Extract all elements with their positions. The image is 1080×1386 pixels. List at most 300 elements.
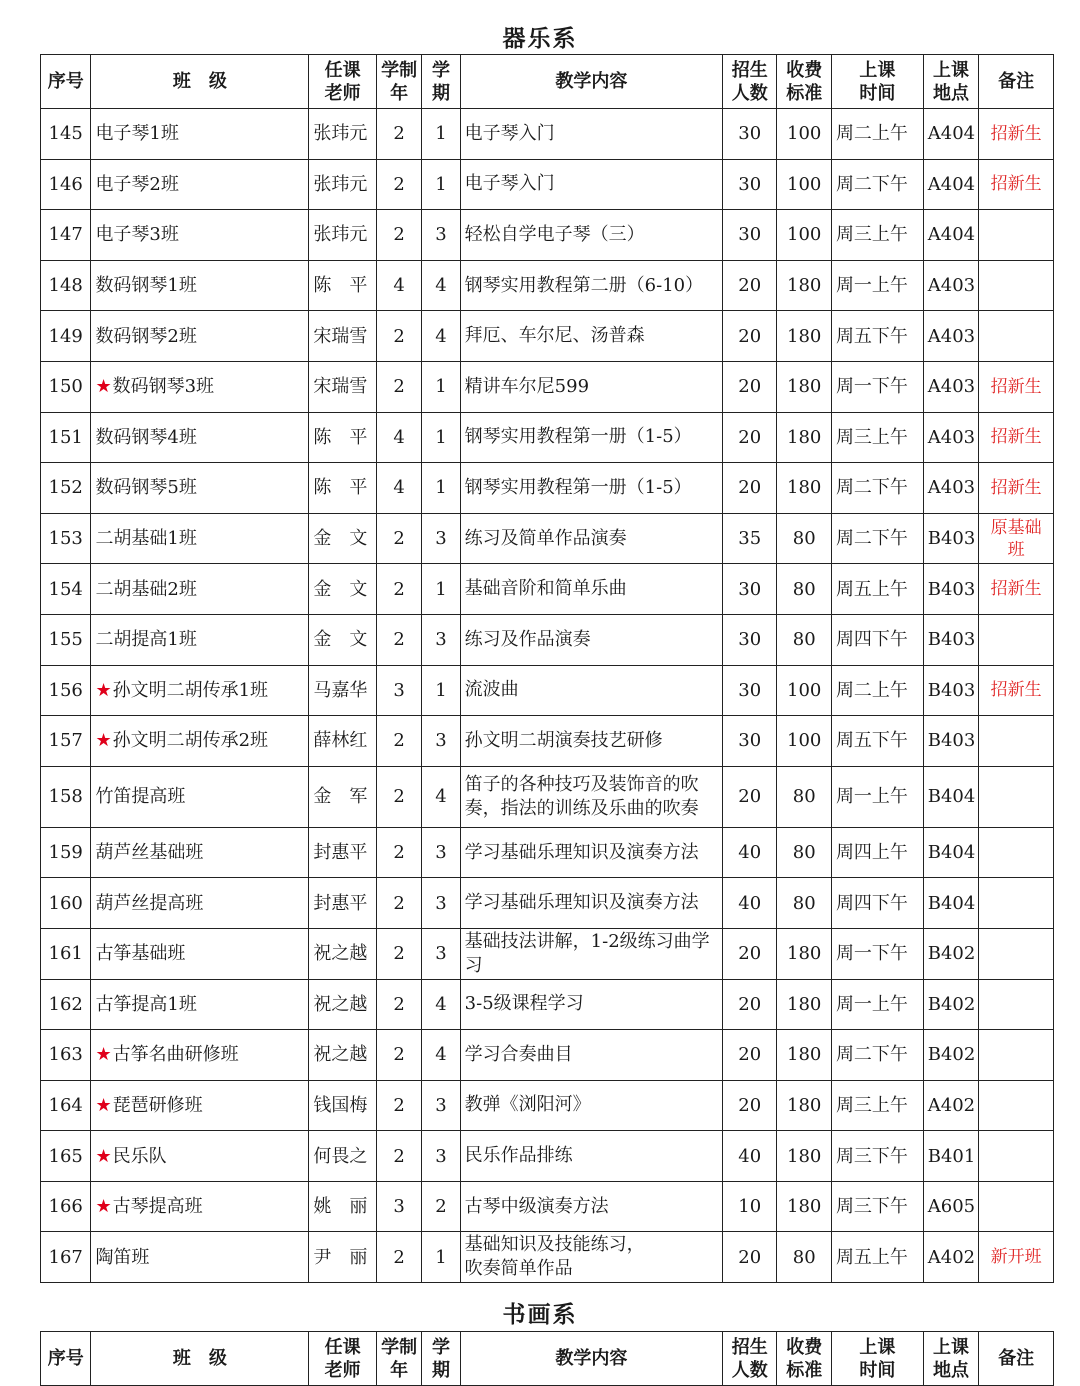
classroom: A403 xyxy=(923,463,978,514)
remark xyxy=(979,1080,1054,1131)
table-row xyxy=(41,1131,1054,1182)
class-name: 古筝基础班 xyxy=(95,943,186,965)
teaching-content-text: 练习及简单作品演奏 xyxy=(464,527,627,549)
class-name: 电子琴2班 xyxy=(95,173,179,195)
fee: 80 xyxy=(777,513,831,564)
section-title-instrumental: 器乐系 xyxy=(502,26,578,52)
class-time: 周三上午 xyxy=(831,412,923,463)
class-time: 周五上午 xyxy=(831,1232,923,1283)
class-time: 周二上午 xyxy=(831,665,923,716)
table-row xyxy=(41,827,1054,878)
enrollment: 20 xyxy=(723,463,777,514)
table-row xyxy=(41,928,1054,979)
study-years: 2 xyxy=(376,1131,421,1182)
term: 1 xyxy=(422,109,460,160)
header-years: 学制 年 xyxy=(376,1332,421,1386)
teacher: 张玮元 xyxy=(309,109,377,160)
fee: 180 xyxy=(777,1030,831,1081)
header-fee: 收费 标准 xyxy=(777,55,831,109)
teacher: 金 军 xyxy=(309,766,377,827)
table-row xyxy=(41,1030,1054,1081)
enrollment: 40 xyxy=(723,878,777,929)
teaching-content xyxy=(460,878,722,929)
teacher: 姚 丽 xyxy=(309,1181,377,1232)
enrollment: 20 xyxy=(723,928,777,979)
row-number: 160 xyxy=(41,878,91,929)
star-icon: ★ xyxy=(95,376,112,398)
star-icon: ★ xyxy=(95,1145,112,1167)
teaching-content-text: 笛子的各种技巧及装饰音的吹奏，指法的训练及乐曲的吹奏 xyxy=(464,773,699,819)
remark: 原基础班 xyxy=(979,513,1054,564)
class-name-cell xyxy=(91,311,309,362)
table-header-row xyxy=(41,55,1054,109)
table-row xyxy=(41,311,1054,362)
row-number: 147 xyxy=(41,210,91,261)
class-name: 二胡提高1班 xyxy=(95,629,197,651)
table-row xyxy=(41,210,1054,261)
row-number: 162 xyxy=(41,979,91,1030)
table-row xyxy=(41,361,1054,412)
teacher: 张玮元 xyxy=(309,159,377,210)
class-name: 竹笛提高班 xyxy=(95,786,186,808)
term: 1 xyxy=(422,412,460,463)
class-time: 周四下午 xyxy=(831,614,923,665)
class-name: 民乐队 xyxy=(112,1145,167,1167)
teacher: 尹 丽 xyxy=(309,1232,377,1283)
remark xyxy=(979,878,1054,929)
study-years: 2 xyxy=(376,311,421,362)
classroom: A404 xyxy=(923,210,978,261)
classroom: A605 xyxy=(923,1181,978,1232)
term: 3 xyxy=(422,614,460,665)
header-term: 学 期 xyxy=(422,1332,460,1386)
fee: 100 xyxy=(777,716,831,767)
class-time: 周二下午 xyxy=(831,463,923,514)
classroom: A402 xyxy=(923,1232,978,1283)
teacher: 祝之越 xyxy=(309,979,377,1030)
star-icon: ★ xyxy=(95,1044,112,1066)
teaching-content-text: 学习基础乐理知识及演奏方法 xyxy=(464,841,699,863)
class-name: 陶笛班 xyxy=(95,1246,150,1268)
teaching-content xyxy=(460,210,722,261)
classroom: B404 xyxy=(923,766,978,827)
enrollment: 30 xyxy=(723,564,777,615)
teacher: 何畏之 xyxy=(309,1131,377,1182)
row-number: 166 xyxy=(41,1181,91,1232)
study-years: 2 xyxy=(376,159,421,210)
enrollment: 20 xyxy=(723,1030,777,1081)
table-header-row xyxy=(41,1332,1054,1386)
term: 3 xyxy=(422,210,460,261)
term: 1 xyxy=(422,463,460,514)
teacher: 张玮元 xyxy=(309,210,377,261)
study-years: 3 xyxy=(376,665,421,716)
table-row xyxy=(41,260,1054,311)
row-number: 154 xyxy=(41,564,91,615)
header-room: 上课 地点 xyxy=(923,1332,978,1386)
header-class: 班 级 xyxy=(91,55,309,109)
term: 1 xyxy=(422,665,460,716)
remark: 招新生 xyxy=(979,412,1054,463)
fee: 180 xyxy=(777,928,831,979)
teaching-content-text: 教弹《浏阳河》 xyxy=(464,1094,591,1116)
class-name: 二胡基础1班 xyxy=(95,528,197,550)
header-teacher: 任课 老师 xyxy=(309,55,377,109)
enrollment: 20 xyxy=(723,766,777,827)
class-name-cell xyxy=(91,361,309,412)
teaching-content xyxy=(460,928,722,979)
remark xyxy=(979,311,1054,362)
teaching-content xyxy=(460,109,722,160)
row-number: 155 xyxy=(41,614,91,665)
star-icon: ★ xyxy=(95,730,112,752)
teaching-content-text: 精讲车尔尼599 xyxy=(464,375,590,397)
term: 2 xyxy=(422,1181,460,1232)
fee: 80 xyxy=(777,1232,831,1283)
row-number: 167 xyxy=(41,1232,91,1283)
header-time: 上课 时间 xyxy=(831,1332,923,1386)
class-name: 孙文明二胡传承1班 xyxy=(112,679,269,701)
class-time: 周一上午 xyxy=(831,979,923,1030)
teacher: 薛林红 xyxy=(309,716,377,767)
remark xyxy=(979,1030,1054,1081)
remark xyxy=(979,716,1054,767)
class-name-cell xyxy=(91,210,309,261)
classroom: B403 xyxy=(923,716,978,767)
remark xyxy=(979,979,1054,1030)
fee: 80 xyxy=(777,614,831,665)
enrollment: 30 xyxy=(723,665,777,716)
class-name: 数码钢琴3班 xyxy=(112,376,215,398)
table-row xyxy=(41,878,1054,929)
class-name: 葫芦丝基础班 xyxy=(95,842,204,864)
enrollment: 30 xyxy=(723,614,777,665)
classroom: B404 xyxy=(923,878,978,929)
row-number: 156 xyxy=(41,665,91,716)
class-name: 数码钢琴1班 xyxy=(95,275,197,297)
header-no: 序号 xyxy=(41,55,91,109)
remark xyxy=(979,210,1054,261)
fee: 180 xyxy=(777,260,831,311)
class-name-cell xyxy=(91,1080,309,1131)
teaching-content xyxy=(460,1030,722,1081)
star-icon: ★ xyxy=(95,1196,112,1218)
fee: 180 xyxy=(777,979,831,1030)
teaching-content xyxy=(460,979,722,1030)
class-time: 周二下午 xyxy=(831,1030,923,1081)
teaching-content-text: 孙文明二胡演奏技艺研修 xyxy=(464,729,663,751)
class-time: 周一上午 xyxy=(831,260,923,311)
class-name-cell xyxy=(91,260,309,311)
classroom: A404 xyxy=(923,159,978,210)
row-number: 153 xyxy=(41,513,91,564)
class-name: 葫芦丝提高班 xyxy=(95,892,204,914)
table-row xyxy=(41,109,1054,160)
enrollment: 30 xyxy=(723,716,777,767)
study-years: 4 xyxy=(376,412,421,463)
teaching-content-text: 电子琴入门 xyxy=(464,173,555,195)
row-number: 149 xyxy=(41,311,91,362)
class-time: 周五下午 xyxy=(831,311,923,362)
class-name-cell xyxy=(91,1232,309,1283)
study-years: 2 xyxy=(376,361,421,412)
teaching-content xyxy=(460,614,722,665)
teaching-content xyxy=(460,665,722,716)
fee: 80 xyxy=(777,564,831,615)
enrollment: 10 xyxy=(723,1181,777,1232)
enrollment: 30 xyxy=(723,210,777,261)
star-icon: ★ xyxy=(95,679,112,701)
class-time: 周三下午 xyxy=(831,1181,923,1232)
class-name: 二胡基础2班 xyxy=(95,578,197,600)
class-time: 周四下午 xyxy=(831,878,923,929)
class-time: 周一上午 xyxy=(831,766,923,827)
enrollment: 20 xyxy=(723,979,777,1030)
class-name-cell xyxy=(91,766,309,827)
teaching-content-text: 流波曲 xyxy=(464,679,519,701)
row-number: 158 xyxy=(41,766,91,827)
study-years: 2 xyxy=(376,878,421,929)
enrollment: 20 xyxy=(723,361,777,412)
term: 3 xyxy=(422,928,460,979)
study-years: 2 xyxy=(376,1232,421,1283)
teacher: 祝之越 xyxy=(309,928,377,979)
remark: 招新生 xyxy=(979,564,1054,615)
class-time: 周四上午 xyxy=(831,827,923,878)
table-row xyxy=(41,463,1054,514)
fee: 180 xyxy=(777,463,831,514)
remark: 招新生 xyxy=(979,109,1054,160)
class-time: 周二下午 xyxy=(831,513,923,564)
teacher: 钱国梅 xyxy=(309,1080,377,1131)
fee: 180 xyxy=(777,1131,831,1182)
term: 3 xyxy=(422,827,460,878)
row-number: 164 xyxy=(41,1080,91,1131)
enrollment: 30 xyxy=(723,109,777,160)
row-number: 163 xyxy=(41,1030,91,1081)
remark: 新开班 xyxy=(979,1232,1054,1283)
class-name-cell xyxy=(91,159,309,210)
study-years: 2 xyxy=(376,716,421,767)
fee: 100 xyxy=(777,109,831,160)
table-row xyxy=(41,979,1054,1030)
class-time: 周二上午 xyxy=(831,109,923,160)
header-remark: 备注 xyxy=(979,1332,1054,1386)
class-name: 琵琶研修班 xyxy=(112,1094,203,1116)
enrollment: 20 xyxy=(723,311,777,362)
header-content: 教学内容 xyxy=(460,1332,722,1386)
study-years: 2 xyxy=(376,979,421,1030)
teacher: 陈 平 xyxy=(309,463,377,514)
term: 1 xyxy=(422,361,460,412)
header-no: 序号 xyxy=(41,1332,91,1386)
table-row xyxy=(41,1232,1054,1283)
class-name-cell xyxy=(91,614,309,665)
enrollment: 35 xyxy=(723,513,777,564)
teaching-content xyxy=(460,361,722,412)
class-name-cell xyxy=(91,665,309,716)
teacher: 宋瑞雪 xyxy=(309,361,377,412)
teaching-content-text: 学习基础乐理知识及演奏方法 xyxy=(464,892,699,914)
teaching-content xyxy=(460,564,722,615)
row-number: 161 xyxy=(41,928,91,979)
teaching-content-text: 钢琴实用教程第二册（6-10） xyxy=(464,274,704,296)
class-name-cell xyxy=(91,1181,309,1232)
teacher: 宋瑞雪 xyxy=(309,311,377,362)
classroom: A403 xyxy=(923,311,978,362)
classroom: B403 xyxy=(923,665,978,716)
header-fee: 收费 标准 xyxy=(777,1332,831,1386)
class-name: 数码钢琴5班 xyxy=(95,477,197,499)
classroom: B403 xyxy=(923,513,978,564)
row-number: 151 xyxy=(41,412,91,463)
teaching-content-text: 基础音阶和简单乐曲 xyxy=(464,578,627,600)
table-row xyxy=(41,766,1054,827)
classroom: A402 xyxy=(923,1080,978,1131)
remark xyxy=(979,928,1054,979)
teacher: 陈 平 xyxy=(309,412,377,463)
table-row xyxy=(41,1080,1054,1131)
term: 1 xyxy=(422,564,460,615)
header-remark: 备注 xyxy=(979,55,1054,109)
class-name-cell xyxy=(91,827,309,878)
teaching-content-text: 钢琴实用教程第一册（1-5） xyxy=(464,476,692,498)
fee: 100 xyxy=(777,159,831,210)
teaching-content-text: 练习及作品演奏 xyxy=(464,628,591,650)
class-name: 电子琴3班 xyxy=(95,224,179,246)
enrollment: 20 xyxy=(723,412,777,463)
class-time: 周二下午 xyxy=(831,159,923,210)
fee: 180 xyxy=(777,1080,831,1131)
class-name: 古筝名曲研修班 xyxy=(112,1044,239,1066)
enrollment: 20 xyxy=(723,260,777,311)
study-years: 2 xyxy=(376,1080,421,1131)
study-years: 2 xyxy=(376,564,421,615)
header-time: 上课 时间 xyxy=(831,55,923,109)
class-name-cell xyxy=(91,109,309,160)
row-number: 165 xyxy=(41,1131,91,1182)
class-name-cell xyxy=(91,463,309,514)
enrollment: 40 xyxy=(723,827,777,878)
study-years: 2 xyxy=(376,614,421,665)
classroom: A404 xyxy=(923,109,978,160)
teaching-content xyxy=(460,1080,722,1131)
teaching-content-text: 民乐作品排练 xyxy=(464,1145,573,1167)
term: 1 xyxy=(422,159,460,210)
class-time: 周五上午 xyxy=(831,564,923,615)
teaching-content xyxy=(460,513,722,564)
table-row xyxy=(41,665,1054,716)
term: 4 xyxy=(422,979,460,1030)
term: 3 xyxy=(422,1080,460,1131)
table-row xyxy=(41,564,1054,615)
table-row xyxy=(41,1181,1054,1232)
remark xyxy=(979,827,1054,878)
teacher: 陈 平 xyxy=(309,260,377,311)
table-row xyxy=(41,614,1054,665)
remark: 招新生 xyxy=(979,159,1054,210)
study-years: 4 xyxy=(376,463,421,514)
enrollment: 20 xyxy=(723,1080,777,1131)
term: 3 xyxy=(422,513,460,564)
classroom: B402 xyxy=(923,928,978,979)
study-years: 2 xyxy=(376,827,421,878)
teacher: 祝之越 xyxy=(309,1030,377,1081)
teaching-content-text: 古琴中级演奏方法 xyxy=(464,1195,609,1217)
teaching-content-text: 3-5级课程学习 xyxy=(464,993,584,1015)
class-time: 周三下午 xyxy=(831,1131,923,1182)
classroom: B403 xyxy=(923,564,978,615)
header-content: 教学内容 xyxy=(460,55,722,109)
class-name-cell xyxy=(91,564,309,615)
term: 4 xyxy=(422,1030,460,1081)
row-number: 152 xyxy=(41,463,91,514)
class-time: 周三上午 xyxy=(831,1080,923,1131)
class-name: 孙文明二胡传承2班 xyxy=(112,730,269,752)
remark: 招新生 xyxy=(979,665,1054,716)
table-row xyxy=(41,412,1054,463)
fee: 100 xyxy=(777,665,831,716)
teaching-content-text: 拜厄、车尔尼、汤普森 xyxy=(464,325,645,347)
teaching-content xyxy=(460,412,722,463)
row-number: 145 xyxy=(41,109,91,160)
class-name-cell xyxy=(91,1131,309,1182)
study-years: 2 xyxy=(376,928,421,979)
row-number: 146 xyxy=(41,159,91,210)
table-row xyxy=(41,513,1054,564)
header-term: 学 期 xyxy=(422,55,460,109)
term: 3 xyxy=(422,878,460,929)
enrollment: 20 xyxy=(723,1232,777,1283)
classroom: A403 xyxy=(923,412,978,463)
study-years: 2 xyxy=(376,766,421,827)
header-room: 上课 地点 xyxy=(923,55,978,109)
classroom: B403 xyxy=(923,614,978,665)
fee: 180 xyxy=(777,361,831,412)
remark xyxy=(979,766,1054,827)
term: 4 xyxy=(422,766,460,827)
header-class: 班 级 xyxy=(91,1332,309,1386)
teaching-content xyxy=(460,1232,722,1283)
study-years: 4 xyxy=(376,260,421,311)
table-row xyxy=(41,716,1054,767)
row-number: 150 xyxy=(41,361,91,412)
fee: 80 xyxy=(777,827,831,878)
teaching-content xyxy=(460,716,722,767)
class-name-cell xyxy=(91,928,309,979)
remark xyxy=(979,1181,1054,1232)
teaching-content xyxy=(460,260,722,311)
term: 4 xyxy=(422,260,460,311)
teaching-content xyxy=(460,463,722,514)
class-time: 周三上午 xyxy=(831,210,923,261)
class-time: 周一下午 xyxy=(831,928,923,979)
remark xyxy=(979,1131,1054,1182)
teacher: 封惠平 xyxy=(309,878,377,929)
class-name-cell xyxy=(91,513,309,564)
class-name-cell xyxy=(91,412,309,463)
course-table-calligraphy xyxy=(40,1331,1054,1386)
classroom: B402 xyxy=(923,979,978,1030)
teaching-content xyxy=(460,159,722,210)
teacher: 金 文 xyxy=(309,513,377,564)
remark xyxy=(979,260,1054,311)
teaching-content-text: 轻松自学电子琴（三） xyxy=(464,223,645,245)
teaching-content-text: 基础技法讲解，1-2级练习曲学习 xyxy=(464,930,710,976)
study-years: 2 xyxy=(376,513,421,564)
class-name-cell xyxy=(91,716,309,767)
remark: 招新生 xyxy=(979,361,1054,412)
